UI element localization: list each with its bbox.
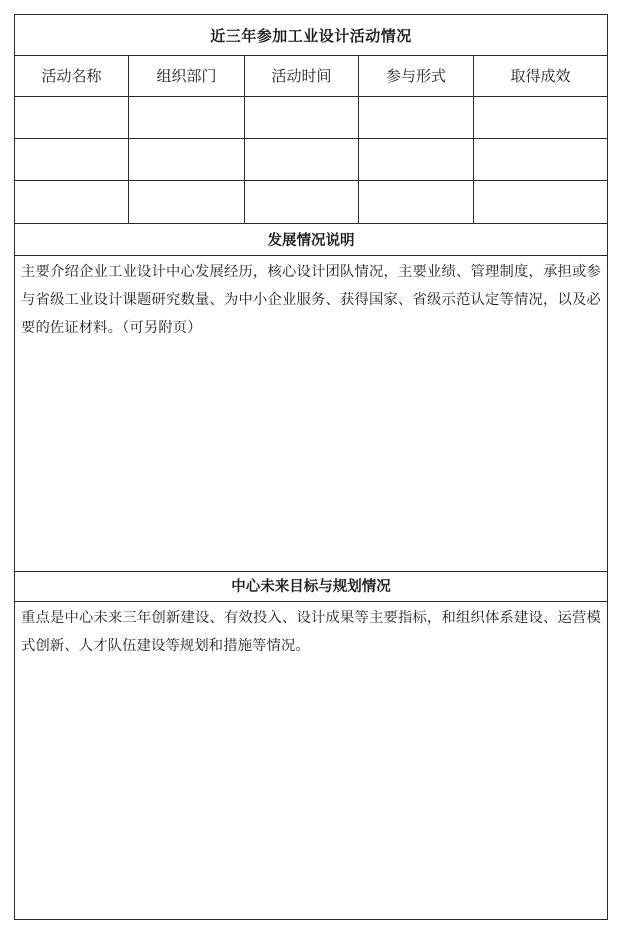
table-cell[interactable] — [129, 97, 245, 139]
activities-table — [15, 55, 607, 224]
activities-section-title: 近三年参加工业设计活动情况 — [15, 15, 607, 56]
application-form — [14, 14, 608, 920]
table-cell[interactable] — [359, 139, 474, 181]
column-header-participation-form: 参与形式 — [359, 55, 474, 97]
column-header-activity-name: 活动名称 — [15, 55, 129, 97]
table-cell[interactable] — [245, 181, 359, 223]
table-cell[interactable] — [129, 181, 245, 223]
development-section-title: 发展情况说明 — [15, 223, 607, 256]
table-cell[interactable] — [474, 181, 607, 223]
table-cell[interactable] — [15, 97, 129, 139]
future-plan-field[interactable]: 重点是中心未来三年创新建设、有效投入、设计成果等主要指标，和组织体系建设、运营模式创新、人才队伍建设等规划和措施等情况。 — [21, 610, 601, 654]
future-section-title: 中心未来目标与规划情况 — [15, 569, 607, 602]
table-cell[interactable] — [15, 139, 129, 181]
column-header-activity-time: 活动时间 — [245, 55, 359, 97]
column-header-organizer: 组织部门 — [129, 55, 245, 97]
table-cell[interactable] — [245, 97, 359, 139]
development-description-field[interactable]: 主要介绍企业工业设计中心发展经历，核心设计团队情况，主要业绩、管理制度，承担或参与省级工业设计课题研究数量、为中小企业服务、获得国家、省级示范认定等情况，以及必要的佐证材料。（可另附页） — [15, 255, 607, 572]
table-cell[interactable] — [474, 97, 607, 139]
column-header-results: 取得成效 — [474, 55, 607, 97]
table-cell[interactable] — [359, 181, 474, 223]
table-cell[interactable] — [245, 139, 359, 181]
table-cell[interactable] — [359, 97, 474, 139]
table-cell[interactable] — [15, 181, 129, 223]
table-cell[interactable] — [129, 139, 245, 181]
table-cell[interactable] — [474, 139, 607, 181]
